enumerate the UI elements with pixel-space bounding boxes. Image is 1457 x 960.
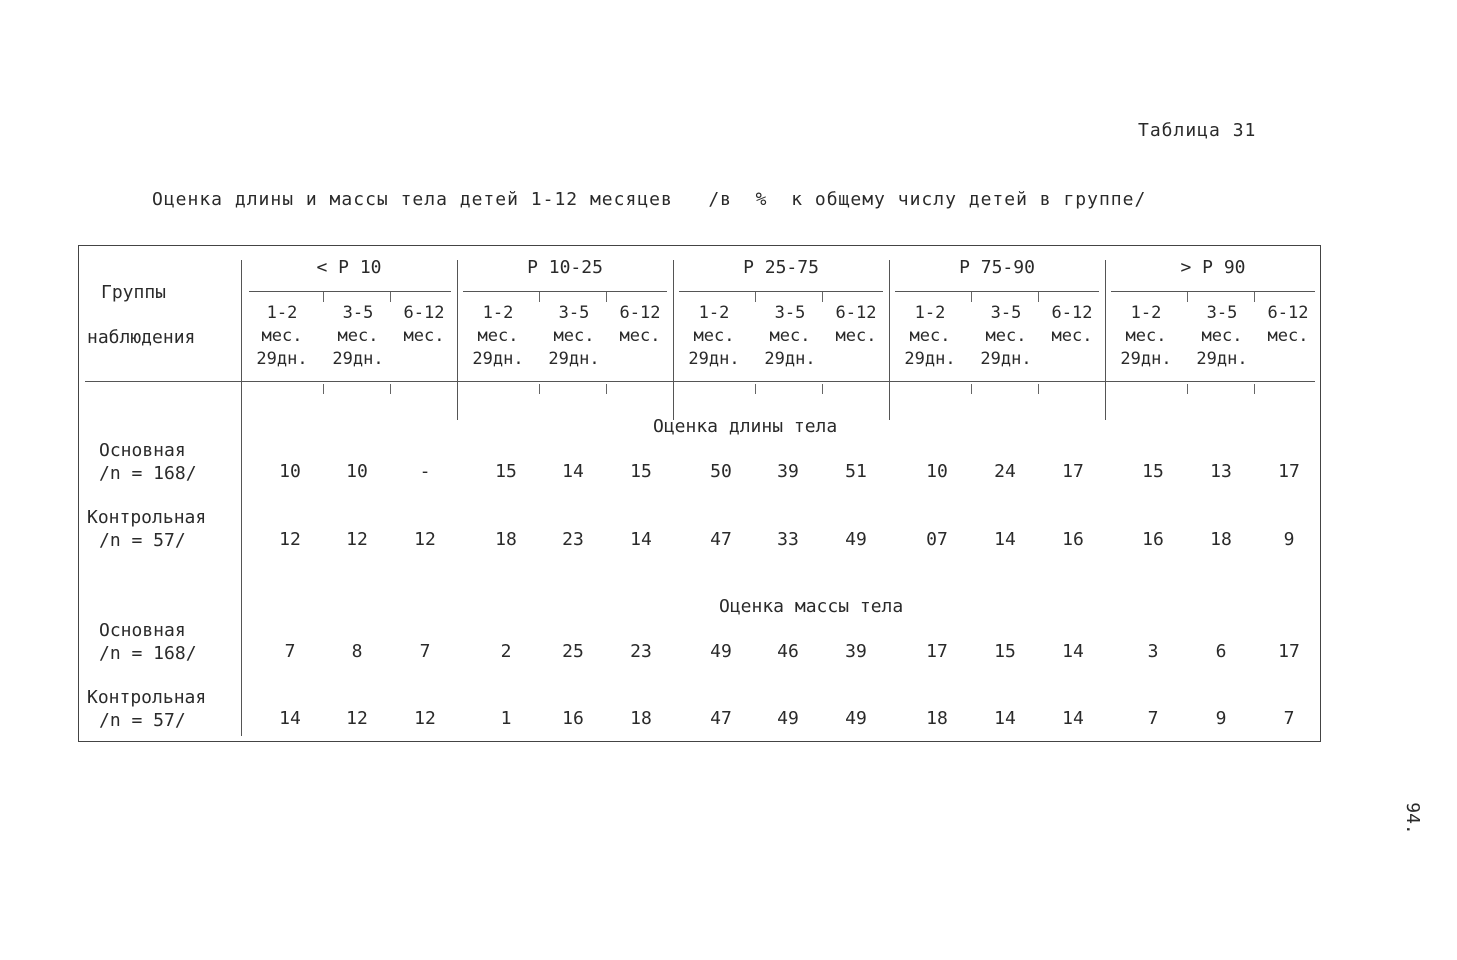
label-column-divider — [241, 260, 242, 736]
table-cell: 39 — [845, 641, 867, 662]
table-cell: 14 — [630, 529, 652, 550]
table-cell: 2 — [500, 641, 512, 662]
table-cell: 17 — [1278, 461, 1300, 482]
table-cell: 14 — [562, 461, 584, 482]
table-cell: 7 — [284, 641, 296, 662]
group-underline — [463, 291, 667, 292]
age-header: 1-2 мес. 29дн. — [904, 303, 956, 369]
table-cell: - — [419, 461, 431, 482]
table-cell: 23 — [562, 529, 584, 550]
table-cell: 7 — [419, 641, 431, 662]
table-cell: 12 — [346, 708, 368, 729]
table-cell: 9 — [1215, 708, 1227, 729]
table-cell: 15 — [994, 641, 1016, 662]
table-cell: 12 — [346, 529, 368, 550]
age-header: 3-5 мес. 29дн. — [1196, 303, 1248, 369]
percentile-header-lt-p10: < P 10 — [316, 257, 382, 278]
table-cell: 16 — [1062, 529, 1084, 550]
table-cell: 16 — [1142, 529, 1164, 550]
table-cell: 49 — [777, 708, 799, 729]
table-cell: 24 — [994, 461, 1016, 482]
table-cell: 50 — [710, 461, 732, 482]
age-header: 6-12 мес. — [1267, 303, 1309, 346]
data-table — [78, 245, 1321, 742]
page-number: 94. — [1401, 802, 1423, 835]
age-header: 1-2 мес. 29дн. — [256, 303, 308, 369]
table-cell: 17 — [926, 641, 948, 662]
table-cell: 51 — [845, 461, 867, 482]
group-divider — [457, 260, 458, 420]
age-header: 3-5 мес. 29дн. — [332, 303, 384, 369]
percentile-header-p75-90: P 75-90 — [959, 257, 1035, 278]
table-cell: 49 — [845, 529, 867, 550]
table-cell: 12 — [414, 708, 436, 729]
age-header: 6-12 мес. — [1051, 303, 1093, 346]
age-header: 3-5 мес. 29дн. — [980, 303, 1032, 369]
age-header: 3-5 мес. 29дн. — [548, 303, 600, 369]
table-cell: 10 — [279, 461, 301, 482]
section-title-mass: Оценка массы тела — [719, 596, 904, 617]
groups-header-line1: Группы — [101, 282, 167, 303]
table-cell: 18 — [926, 708, 948, 729]
table-cell: 49 — [710, 641, 732, 662]
row-label-control: Контрольная — [87, 507, 207, 528]
group-underline — [679, 291, 883, 292]
percentile-header-gt-p90: > P 90 — [1180, 257, 1246, 278]
row-label-control-n: /n = 57/ — [99, 530, 186, 551]
row-label-main: Основная — [99, 620, 186, 641]
table-cell: 3 — [1147, 641, 1159, 662]
age-header: 3-5 мес. 29дн. — [764, 303, 816, 369]
table-cell: 12 — [279, 529, 301, 550]
table-cell: 7 — [1147, 708, 1159, 729]
age-header: 6-12 мес. — [835, 303, 877, 346]
table-cell: 6 — [1215, 641, 1227, 662]
table-cell: 10 — [346, 461, 368, 482]
group-underline — [249, 291, 451, 292]
table-cell: 15 — [1142, 461, 1164, 482]
table-cell: 14 — [1062, 708, 1084, 729]
group-divider — [889, 260, 890, 420]
row-label-main: Основная — [99, 440, 186, 461]
percentile-header-p25-75: P 25-75 — [743, 257, 819, 278]
row-label-main-n: /n = 168/ — [99, 643, 197, 664]
table-cell: 46 — [777, 641, 799, 662]
table-cell: 14 — [1062, 641, 1084, 662]
group-divider — [1105, 260, 1106, 420]
table-cell: 17 — [1062, 461, 1084, 482]
table-title: Оценка длины и массы тела детей 1-12 месяцев /в % к общему числу детей в группе/ — [152, 189, 1147, 210]
table-cell: 1 — [500, 708, 512, 729]
groups-header-line2: наблюдения — [87, 327, 196, 348]
table-cell: 8 — [351, 641, 363, 662]
table-cell: 49 — [845, 708, 867, 729]
header-bottom-rule — [85, 381, 1315, 382]
table-cell: 47 — [710, 529, 732, 550]
age-header: 6-12 мес. — [403, 303, 445, 346]
group-underline — [1111, 291, 1315, 292]
table-cell: 15 — [630, 461, 652, 482]
row-label-control: Контрольная — [87, 687, 207, 708]
table-cell: 17 — [1278, 641, 1300, 662]
table-cell: 25 — [562, 641, 584, 662]
table-cell: 7 — [1283, 708, 1295, 729]
age-header: 6-12 мес. — [619, 303, 661, 346]
group-divider — [673, 260, 674, 420]
table-cell: 12 — [414, 529, 436, 550]
age-header: 1-2 мес. 29дн. — [688, 303, 740, 369]
table-cell: 14 — [994, 708, 1016, 729]
table-number: Таблица 31 — [1138, 120, 1257, 141]
table-cell: 18 — [495, 529, 517, 550]
age-header: 1-2 мес. 29дн. — [472, 303, 524, 369]
table-cell: 10 — [926, 461, 948, 482]
table-cell: 23 — [630, 641, 652, 662]
row-label-main-n: /n = 168/ — [99, 463, 197, 484]
group-underline — [895, 291, 1099, 292]
table-cell: 14 — [994, 529, 1016, 550]
percentile-header-p10-25: P 10-25 — [527, 257, 603, 278]
table-cell: 9 — [1283, 529, 1295, 550]
table-cell: 15 — [495, 461, 517, 482]
table-cell: 18 — [630, 708, 652, 729]
table-cell: 39 — [777, 461, 799, 482]
table-cell: 13 — [1210, 461, 1232, 482]
table-cell: 07 — [926, 529, 948, 550]
table-cell: 16 — [562, 708, 584, 729]
row-label-control-n: /n = 57/ — [99, 710, 186, 731]
table-cell: 14 — [279, 708, 301, 729]
table-cell: 18 — [1210, 529, 1232, 550]
table-cell: 33 — [777, 529, 799, 550]
age-header: 1-2 мес. 29дн. — [1120, 303, 1172, 369]
section-title-length: Оценка длины тела — [653, 416, 838, 437]
table-cell: 47 — [710, 708, 732, 729]
